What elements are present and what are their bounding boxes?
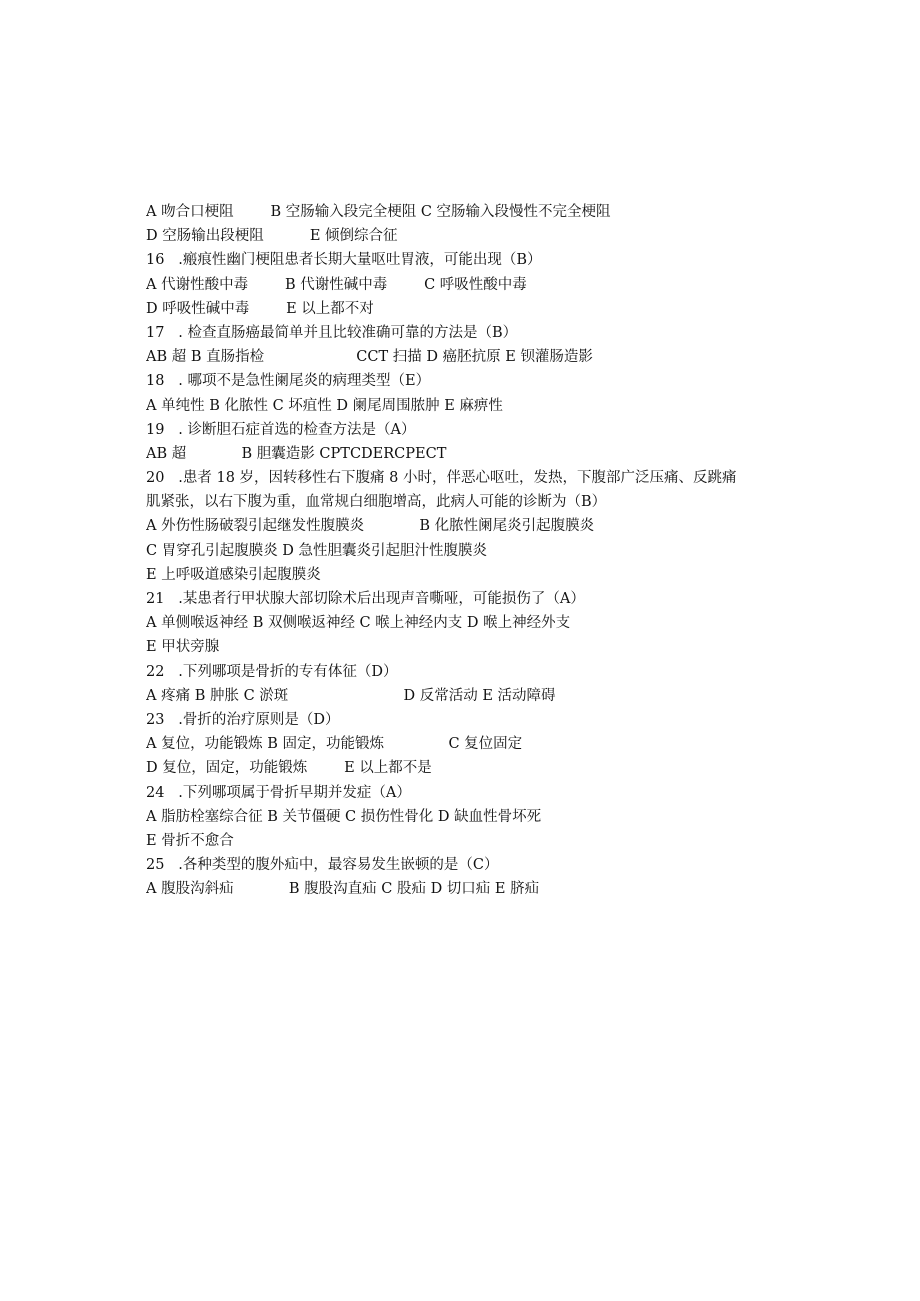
text-line: A 单纯性 B 化脓性 C 坏疽性 D 阑尾周围脓肿 E 麻痹性 — [146, 397, 503, 414]
text-line: 18 . 哪项不是急性阑尾炎的病理类型（E） — [146, 373, 431, 390]
text-line: AB 超 B 直肠指检 CCT 扫描 D 癌胚抗原 E 钡灌肠造影 — [146, 349, 593, 366]
text-line: 20 .患者 18 岁，因转移性右下腹痛 8 小时，伴恶心呕吐，发热，下腹部广泛压痛、反跳痛 — [146, 470, 737, 487]
text-line: D 呼吸性碱中毒 E 以上都不对 — [146, 300, 374, 317]
text-line: 16 .瘢痕性幽门梗阻患者长期大量呕吐胃液，可能出现（B） — [146, 252, 542, 269]
text-line: A 单侧喉返神经 B 双侧喉返神经 C 喉上神经内支 D 喉上神经外支 — [146, 615, 571, 632]
text-line: A 复位，功能锻炼 B 固定，功能锻炼 C 复位固定 — [146, 736, 523, 753]
text-line: 肌紧张，以右下腹为重，血常规白细胞增高，此病人可能的诊断为（B） — [146, 494, 607, 511]
text-line: 24 .下列哪项属于骨折早期并发症（A） — [146, 784, 411, 801]
text-line: D 复位，固定，功能锻炼 E 以上都不是 — [146, 760, 432, 777]
text-line: 25 .各种类型的腹外疝中，最容易发生嵌顿的是（C） — [146, 857, 499, 874]
text-line: A 脂肪栓塞综合征 B 关节僵硬 C 损伤性骨化 D 缺血性骨坏死 — [146, 808, 542, 825]
text-line: E 骨折不愈合 — [146, 832, 234, 849]
text-line: C 胃穿孔引起腹膜炎 D 急性胆囊炎引起胆汁性腹膜炎 — [146, 542, 488, 559]
text-line: E 甲状旁腺 — [146, 639, 220, 656]
text-line: 21 .某患者行甲状腺大部切除术后出现声音嘶哑，可能损伤了（A） — [146, 591, 585, 607]
text-line: A 疼痛 B 肿胀 C 淤斑 D 反常活动 E 活动障碍 — [146, 687, 556, 704]
text-line: D 空肠输出段梗阻 E 倾倒综合征 — [146, 228, 398, 245]
text-line: A 代谢性酸中毒 B 代谢性碱中毒 C 呼吸性酸中毒 — [146, 276, 527, 293]
text-line: A 外伤性肠破裂引起继发性腹膜炎 B 化脓性阑尾炎引起腹膜炎 — [146, 518, 595, 535]
text-line: 19 . 诊断胆石症首选的检查方法是（A） — [146, 421, 416, 438]
text-line: 22 .下列哪项是骨折的专有体征（D） — [146, 663, 398, 680]
text-line: A 吻合口梗阻 B 空肠输入段完全梗阻 C 空肠输入段慢性不完全梗阻 — [146, 204, 611, 220]
text-line: A 腹股沟斜疝 B 腹股沟直疝 C 股疝 D 切口疝 E 脐疝 — [146, 881, 540, 898]
text-line: AB 超 B 胆囊造影 CPTCDERCPECT — [146, 445, 447, 462]
text-line: 23 .骨折的治疗原则是（D） — [146, 711, 340, 728]
text-line: E 上呼吸道感染引起腹膜炎 — [146, 566, 321, 583]
text-line: 17 . 检查直肠癌最简单并且比较准确可靠的方法是（B） — [146, 324, 518, 341]
document-body — [146, 200, 786, 901]
